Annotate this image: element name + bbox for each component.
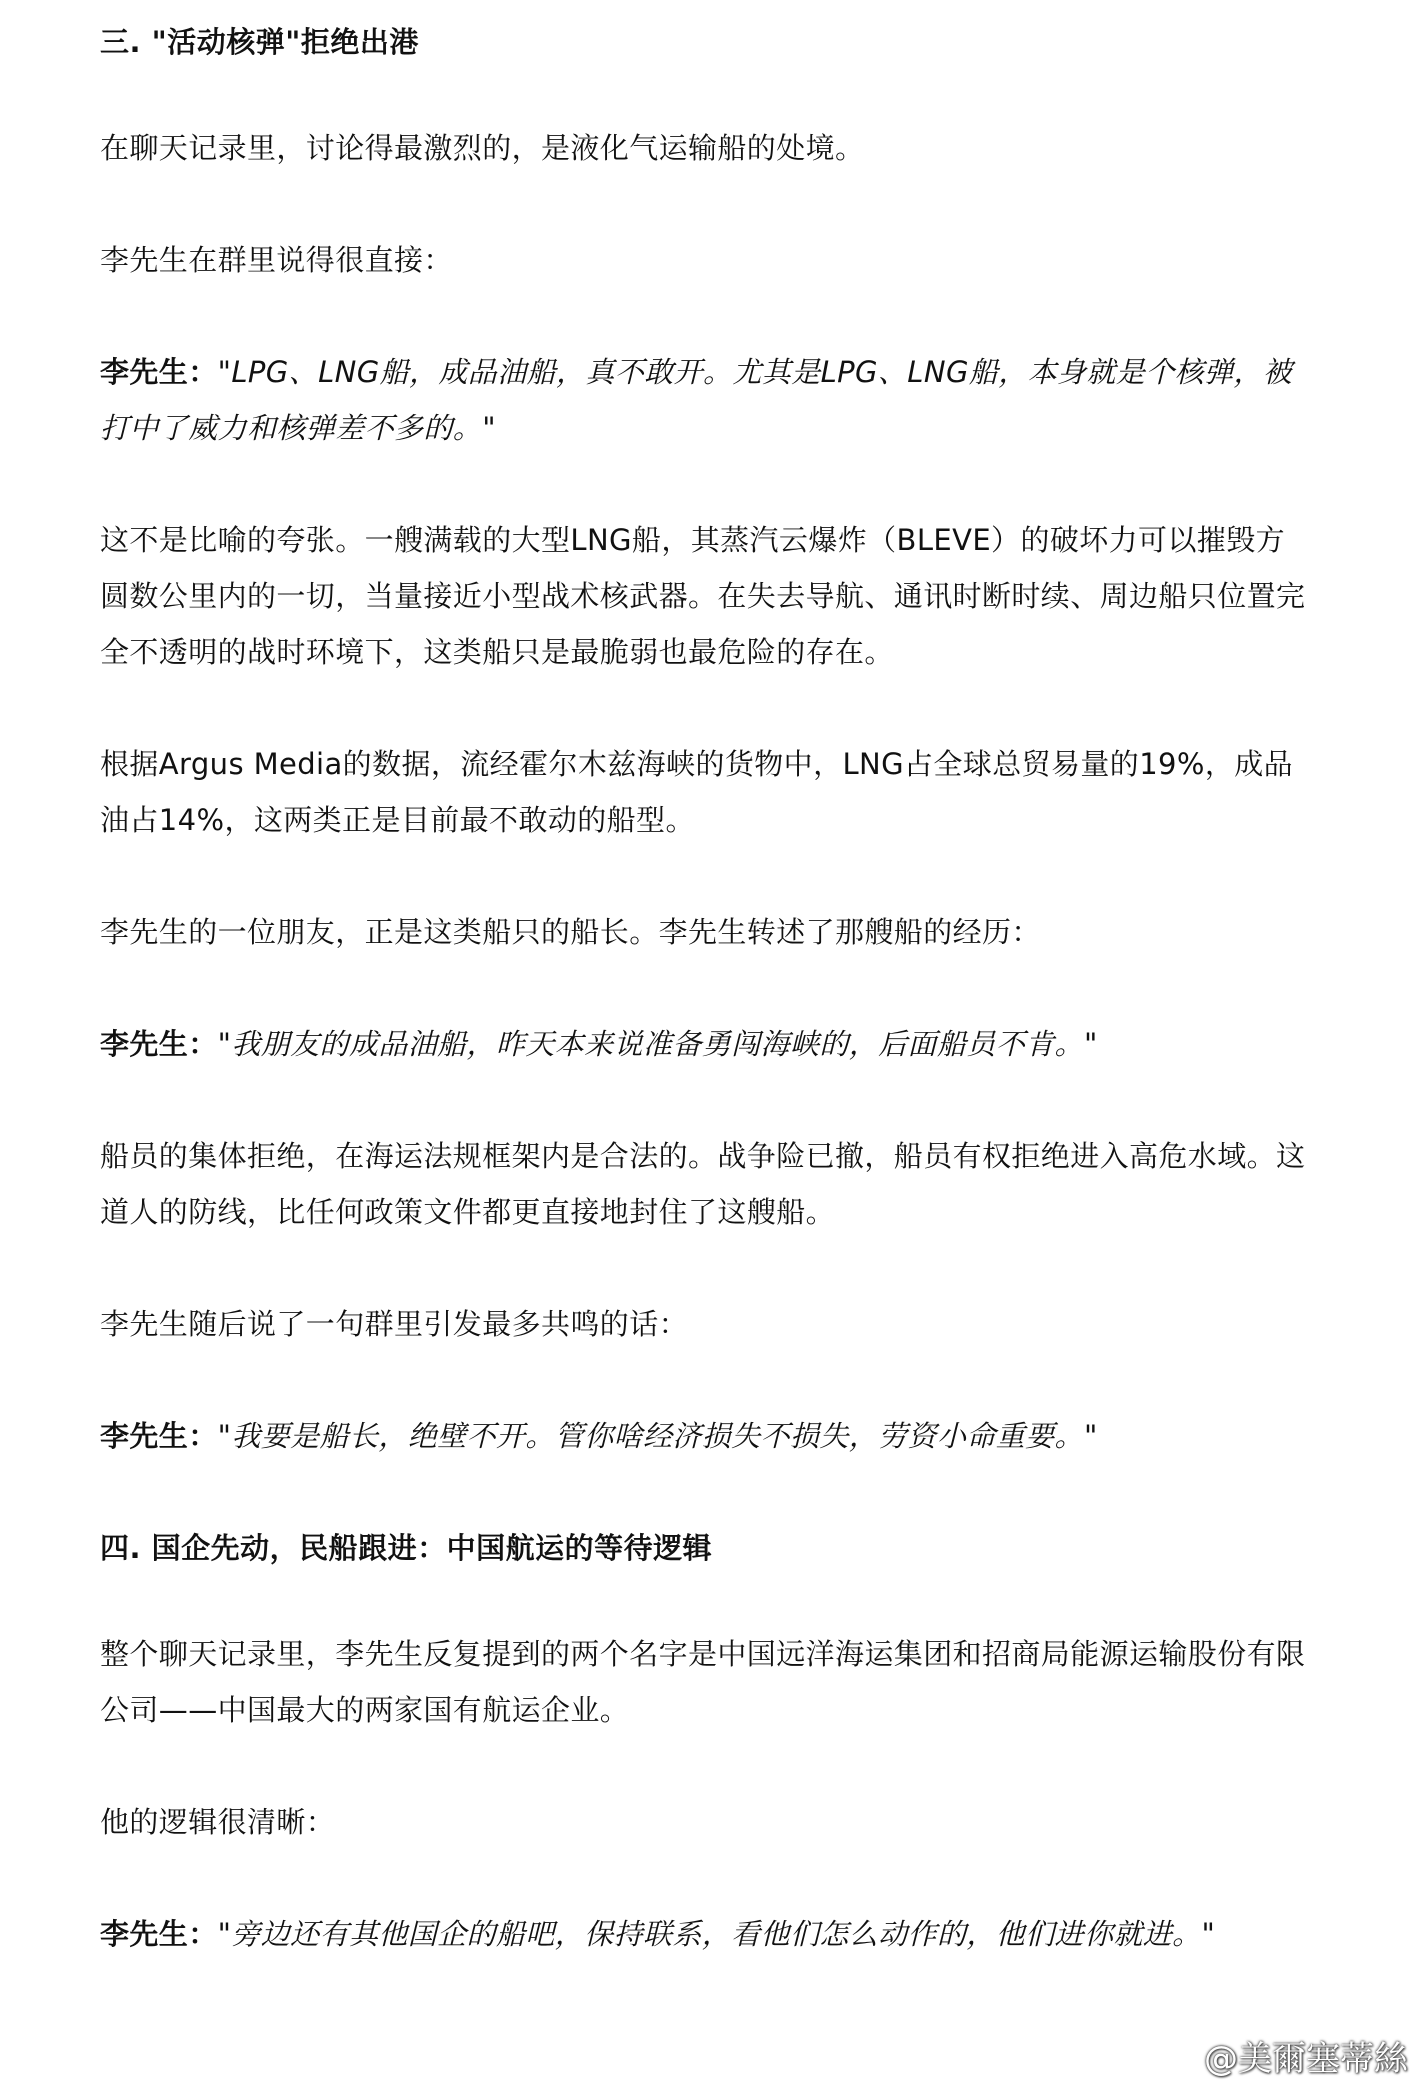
paragraph: 李先生随后说了一句群里引发最多共鸣的话： bbox=[100, 1307, 689, 1341]
quote-speaker: 李先生： bbox=[100, 355, 218, 389]
paragraph: 他的逻辑很清晰： bbox=[100, 1805, 336, 1839]
quote-text: "我要是船长，绝壁不开。管你啥经济损失不损失，劳资小命重要。" bbox=[217, 1419, 1098, 1453]
section-heading-3: 三. "活动核弹"拒绝出港 bbox=[100, 25, 419, 59]
quote-block bbox=[100, 1408, 1310, 1464]
weibo-icon bbox=[1152, 2037, 1198, 2075]
quote-block bbox=[100, 1906, 1310, 1962]
paragraph: 在聊天记录里，讨论得最激烈的，是液化气运输船的处境。 bbox=[100, 131, 865, 165]
quote-text: "我朋友的成品油船，昨天本来说准备勇闯海峡的，后面船员不肯。" bbox=[217, 1027, 1098, 1061]
quote-block bbox=[100, 344, 1310, 456]
paragraph: 船员的集体拒绝，在海运法规框架内是合法的。战争险已撤，船员有权拒绝进入高危水域。这道人的防线，比任何政策文件都更直接地封住了这艘船。 bbox=[100, 1139, 1306, 1229]
quote-speaker: 李先生： bbox=[100, 1027, 218, 1061]
article-body bbox=[100, 14, 1310, 2018]
paragraph: 李先生在群里说得很直接： bbox=[100, 243, 453, 277]
section-heading-4: 四. 国企先动，民船跟进：中国航运的等待逻辑 bbox=[100, 1531, 713, 1565]
paragraph: 这不是比喻的夸张。一艘满载的大型LNG船，其蒸汽云爆炸（BLEVE）的破坏力可以摧毁方圆数公里内的一切，当量接近小型战术核武器。在失去导航、通讯时断时续、周边船只位置完全不透明的战时环境下，这类船只是最脆弱也最危险的存在。 bbox=[100, 523, 1306, 669]
quote-block bbox=[100, 1016, 1310, 1072]
quote-text: "旁边还有其他国企的船吧，保持联系，看他们怎么动作的，他们进你就进。" bbox=[217, 1917, 1216, 1951]
watermark bbox=[1152, 2031, 1408, 2080]
quote-speaker: 李先生： bbox=[100, 1917, 218, 1951]
paragraph: 李先生的一位朋友，正是这类船只的船长。李先生转述了那艘船的经历： bbox=[100, 915, 1041, 949]
paragraph: 根据Argus Media的数据，流经霍尔木兹海峡的货物中，LNG占全球总贸易量的19%，成品油占14%，这两类正是目前最不敢动的船型。 bbox=[100, 747, 1294, 837]
quote-speaker: 李先生： bbox=[100, 1419, 218, 1453]
paragraph: 整个聊天记录里，李先生反复提到的两个名字是中国远洋海运集团和招商局能源运输股份有限公司——中国最大的两家国有航运企业。 bbox=[100, 1637, 1306, 1727]
quote-text: "LPG、LNG船，成品油船，真不敢开。尤其是LPG、LNG船，本身就是个核弹，被打中了威力和核弹差不多的。" bbox=[100, 355, 1293, 445]
watermark-handle: @美爾塞蒂絲 bbox=[1204, 2039, 1408, 2079]
